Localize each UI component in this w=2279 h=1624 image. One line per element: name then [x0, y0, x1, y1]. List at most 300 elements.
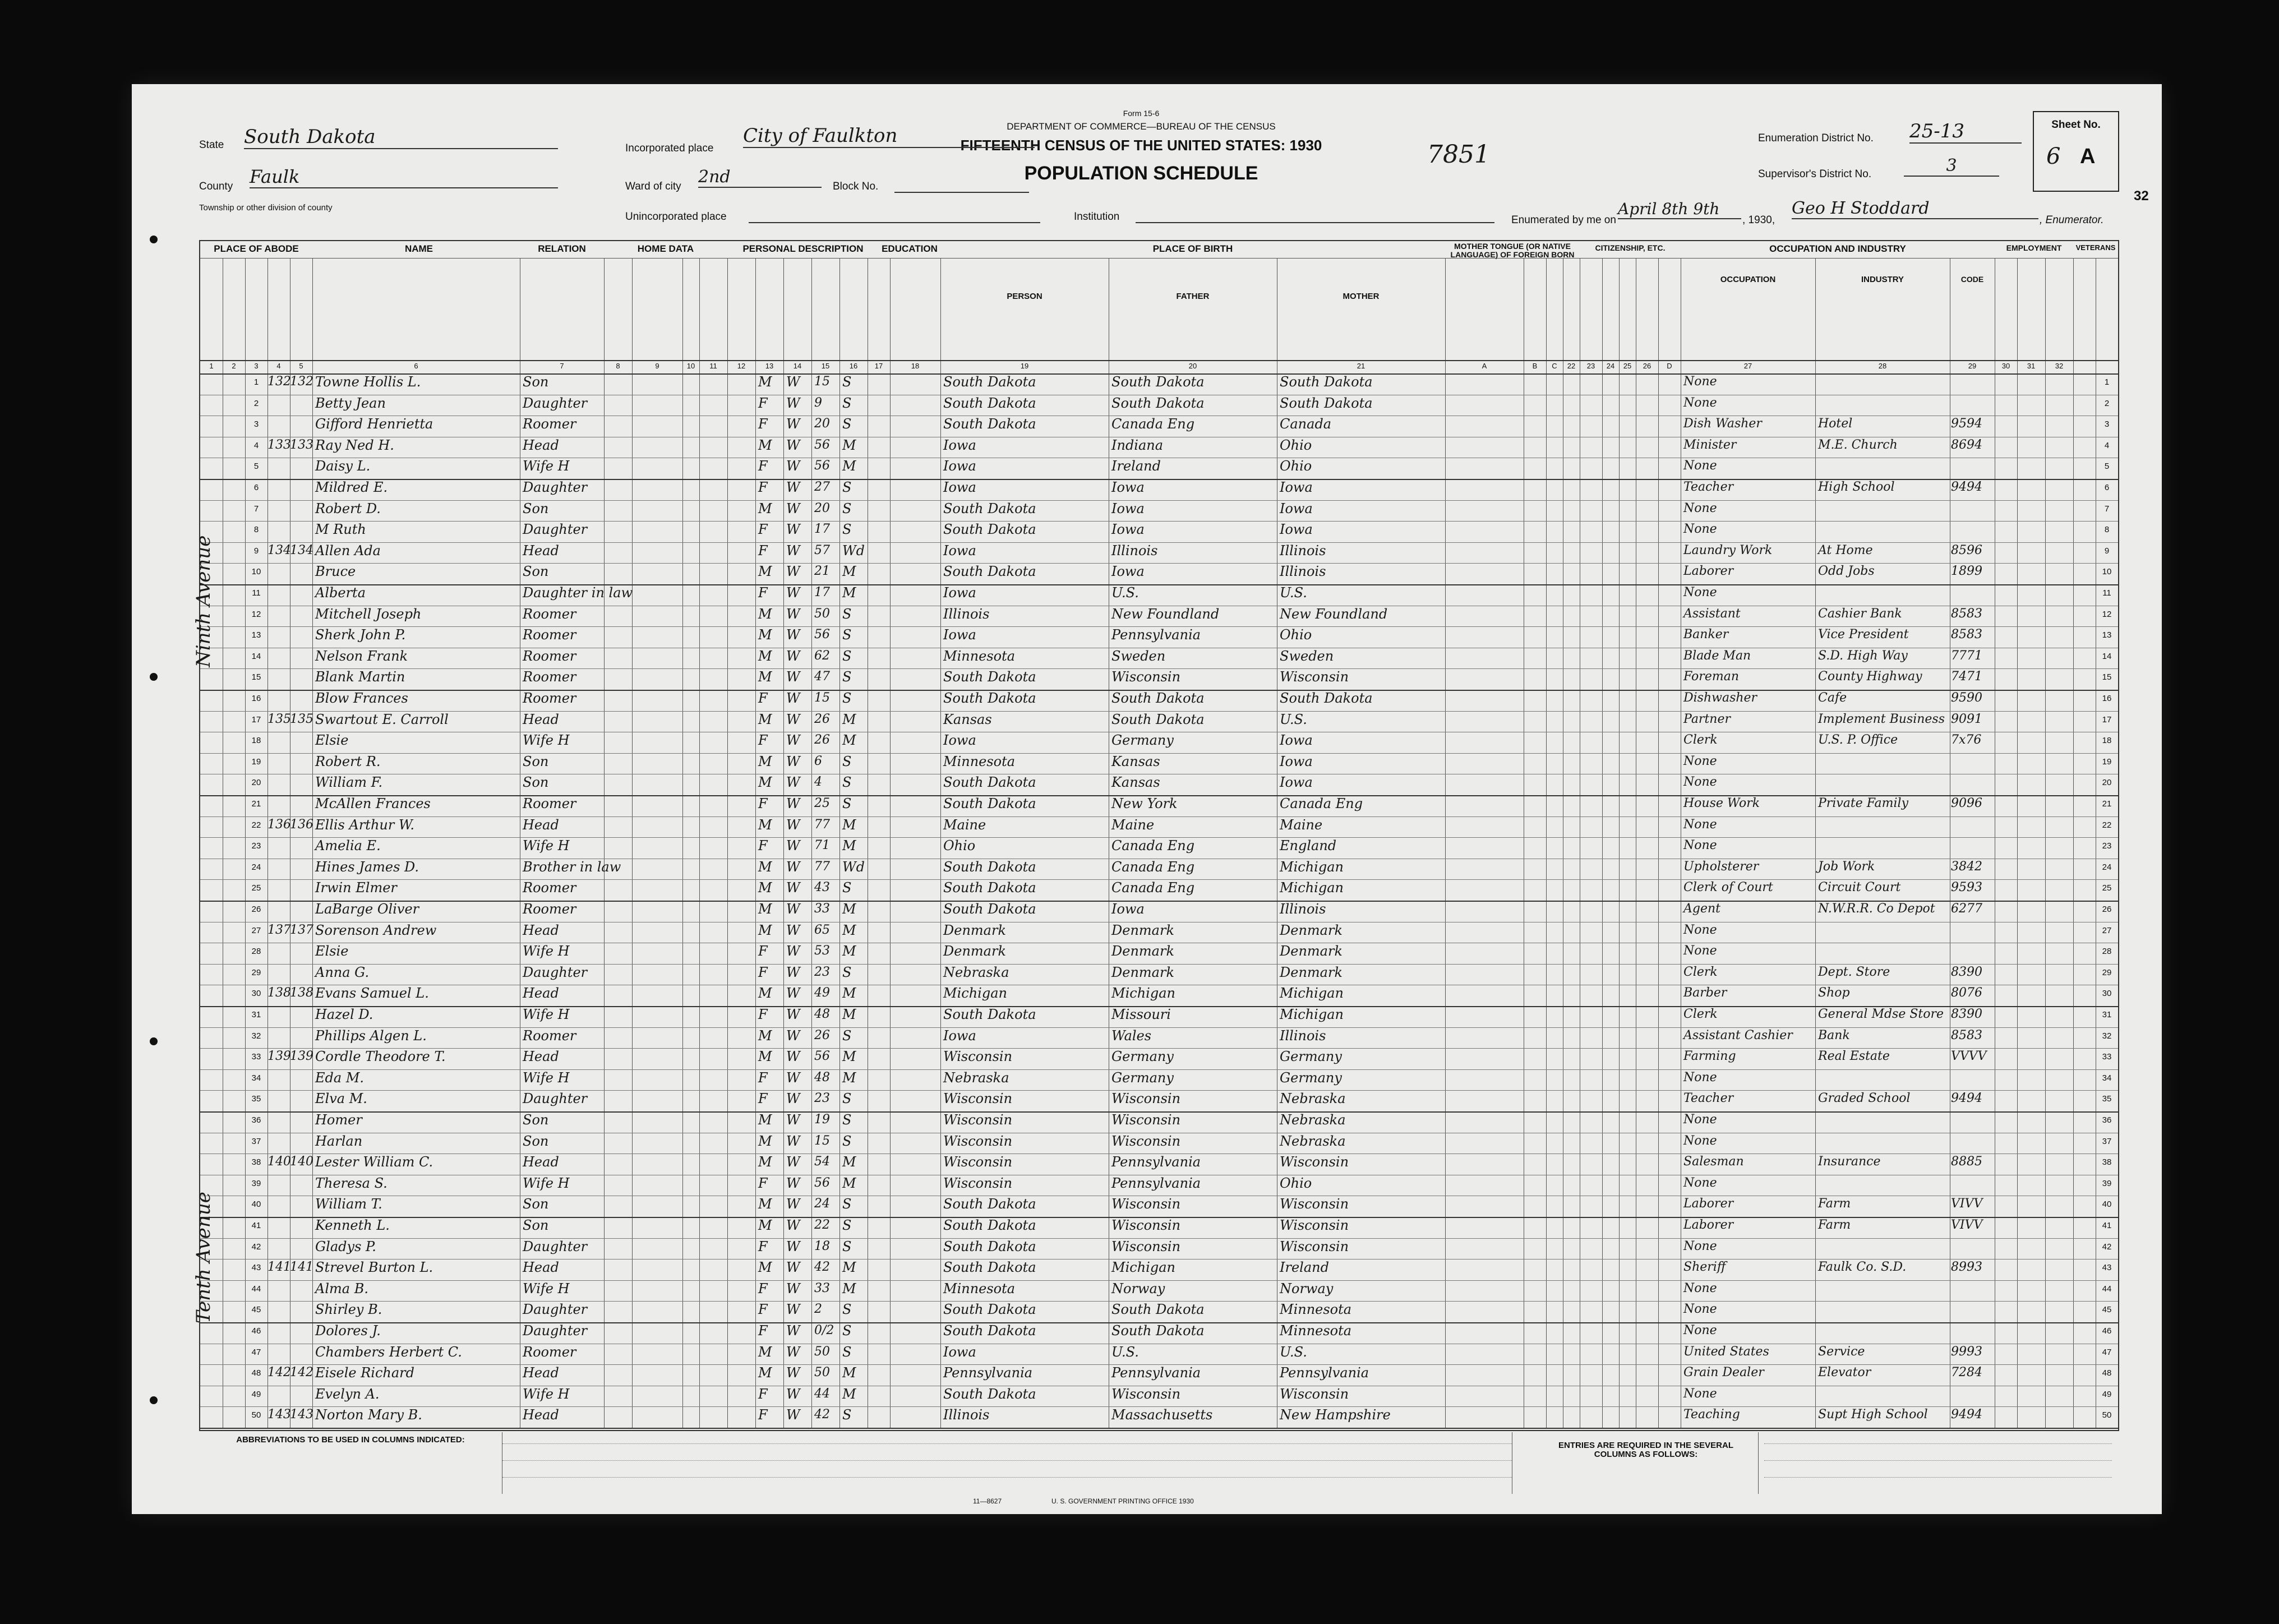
- birthplace-father: U.S.: [1111, 585, 1139, 601]
- unincorporated-line: [749, 222, 1040, 223]
- person-name: Gladys P.: [315, 1238, 376, 1254]
- industry: Bank: [1818, 1028, 1850, 1042]
- birthplace-person: Illinois: [943, 606, 990, 622]
- sex: M: [758, 1196, 772, 1212]
- birthplace-person: Minnesota: [943, 1280, 1016, 1297]
- race: W: [786, 416, 800, 432]
- relation: Daughter: [523, 1323, 588, 1339]
- sex: M: [758, 1365, 772, 1381]
- person-name: Phillips Algen L.: [315, 1027, 427, 1044]
- marital-status: S: [842, 374, 852, 390]
- birthplace-mother: Denmark: [1280, 964, 1343, 980]
- row-number: 40: [251, 1199, 261, 1210]
- person-name: Theresa S.: [315, 1175, 387, 1191]
- row-number: 47: [251, 1347, 261, 1357]
- age: 22: [814, 1218, 830, 1232]
- table-row: [200, 499, 2118, 520]
- age: 56: [814, 1175, 830, 1190]
- sex: M: [758, 859, 772, 875]
- sex: M: [758, 1154, 772, 1170]
- family-number: 132: [290, 375, 313, 389]
- age: 20: [814, 501, 830, 515]
- birthplace-mother: Norway: [1280, 1280, 1334, 1297]
- row-number: 3: [253, 419, 259, 430]
- form-code: 11—8627: [973, 1497, 1002, 1505]
- birthplace-mother: U.S.: [1280, 585, 1307, 601]
- person-name: Harlan: [315, 1133, 363, 1149]
- race: W: [786, 1386, 800, 1402]
- column-number: 29: [1968, 362, 1977, 370]
- person-name: McAllen Frances: [315, 796, 431, 811]
- age: 56: [814, 628, 830, 642]
- industry: High School: [1818, 480, 1895, 494]
- row-number: 50: [251, 1410, 261, 1420]
- row-number: 36: [251, 1115, 261, 1125]
- marital-status: S: [842, 690, 852, 706]
- marital-status: M: [842, 1386, 856, 1402]
- birthplace-father: U.S.: [1111, 1344, 1139, 1360]
- birthplace-father: Iowa: [1111, 901, 1145, 917]
- birthplace-mother: Ohio: [1280, 437, 1312, 453]
- birthplace-person: South Dakota: [943, 1259, 1036, 1276]
- birthplace-person: South Dakota: [943, 901, 1036, 917]
- birthplace-person: Pennsylvania: [943, 1365, 1033, 1381]
- age: 19: [814, 1113, 830, 1127]
- row-number: 39: [251, 1178, 261, 1188]
- column-number: 16: [849, 362, 858, 370]
- birthplace-father: Norway: [1111, 1280, 1165, 1297]
- family-number: 143: [290, 1408, 313, 1422]
- race: W: [786, 1259, 800, 1276]
- column-number: 24: [1606, 362, 1615, 370]
- birthplace-mother: Iowa: [1280, 753, 1313, 769]
- occupation-code: 8076: [1951, 986, 1982, 1000]
- occupation: Blade Man: [1683, 648, 1751, 663]
- census-title: FIFTEENTH CENSUS OF THE UNITED STATES: 1930: [960, 137, 1322, 154]
- hdr-father: FATHER: [1176, 292, 1210, 301]
- age: 24: [814, 1197, 830, 1211]
- row-number: 30: [2102, 989, 2112, 999]
- dwelling-number: 132: [267, 375, 291, 389]
- person-name: Irwin Elmer: [315, 880, 397, 896]
- race: W: [786, 1175, 800, 1191]
- race: W: [786, 964, 800, 980]
- age: 33: [814, 902, 830, 916]
- birthplace-father: Canada Eng: [1111, 880, 1195, 896]
- sheet-value: 6: [2046, 144, 2061, 169]
- abbrev-legend-block: [502, 1432, 1512, 1494]
- birthplace-mother: Michigan: [1280, 859, 1344, 875]
- person-name: Elsie: [315, 732, 349, 749]
- occupation-code: 9590: [1951, 691, 1982, 705]
- birthplace-mother: Ireland: [1280, 1259, 1329, 1276]
- relation: Head: [523, 985, 559, 1002]
- birthplace-father: Missouri: [1111, 1007, 1171, 1022]
- age: 44: [814, 1386, 830, 1401]
- birthplace-person: South Dakota: [943, 1238, 1036, 1254]
- marital-status: S: [842, 1196, 852, 1212]
- birthplace-father: Kansas: [1111, 753, 1160, 769]
- entries-title: ENTRIES ARE REQUIRED IN THE SEVERAL COLUMNS AS FOLLOWS:: [1558, 1441, 1733, 1459]
- birthplace-mother: Maine: [1280, 816, 1323, 833]
- row-number: 8: [253, 525, 259, 535]
- race: W: [786, 753, 800, 769]
- sex: M: [758, 1049, 772, 1065]
- marital-status: S: [842, 648, 852, 664]
- occupation-code: 8390: [1951, 965, 1982, 979]
- person-name: Mildred E.: [315, 479, 388, 495]
- occupation: Minister: [1683, 437, 1737, 452]
- sex: F: [758, 1007, 768, 1022]
- column-number: 10: [686, 362, 695, 370]
- occupation: Laborer: [1683, 1197, 1734, 1211]
- occupation-code: 8390: [1951, 1007, 1982, 1021]
- marital-status: M: [842, 437, 856, 453]
- relation: Head: [523, 711, 559, 727]
- person-name: Allen Ada: [315, 542, 381, 559]
- marital-status: S: [842, 1027, 852, 1044]
- row-number: 16: [251, 694, 261, 703]
- relation: Roomer: [523, 648, 576, 664]
- race: W: [786, 395, 800, 411]
- row-number: 10: [2102, 567, 2112, 577]
- industry: Graded School: [1818, 1091, 1911, 1106]
- marital-status: M: [842, 1049, 856, 1065]
- industry: Cashier Bank: [1818, 606, 1902, 621]
- marital-status: M: [842, 1259, 856, 1276]
- table-row: [200, 1026, 2118, 1048]
- birthplace-person: Iowa: [943, 437, 976, 453]
- age: 26: [814, 712, 830, 726]
- relation: Roomer: [523, 669, 576, 685]
- age: 50: [814, 1344, 830, 1359]
- family-number: 135: [290, 712, 313, 726]
- person-name: Homer: [315, 1112, 362, 1128]
- sex: F: [758, 1302, 768, 1318]
- row-number: 7: [253, 504, 259, 514]
- grid-line: [200, 360, 2118, 361]
- column-number: D: [1667, 362, 1672, 370]
- birthplace-mother: Iowa: [1280, 732, 1313, 749]
- race: W: [786, 648, 800, 664]
- table-row: [200, 1363, 2118, 1385]
- column-number: 5: [299, 362, 303, 370]
- birthplace-father: Wisconsin: [1111, 1091, 1181, 1107]
- occupation-code: 8694: [1951, 437, 1982, 452]
- row-number: 44: [251, 1284, 261, 1294]
- row-number: 33: [2102, 1052, 2112, 1062]
- occupation: None: [1683, 838, 1717, 853]
- occupation: None: [1683, 1386, 1717, 1401]
- race: W: [786, 479, 800, 495]
- occupation: None: [1683, 922, 1717, 937]
- table-row: [200, 647, 2118, 668]
- industry: Implement Business: [1818, 712, 1945, 726]
- birthplace-person: South Dakota: [943, 880, 1036, 896]
- birthplace-mother: England: [1280, 838, 1337, 854]
- occupation: Laborer: [1683, 564, 1734, 579]
- table-row: [200, 1216, 2118, 1237]
- industry: Shop: [1818, 986, 1850, 1000]
- relation: Son: [523, 774, 549, 791]
- occupation-code: 8596: [1951, 543, 1982, 557]
- occupation-code: 9096: [1951, 796, 1982, 810]
- marital-status: S: [842, 753, 852, 769]
- marital-status: S: [842, 606, 852, 622]
- relation: Wife H: [523, 732, 570, 749]
- race: W: [786, 943, 800, 959]
- row-number: 1: [253, 377, 259, 387]
- sex: F: [758, 479, 768, 495]
- person-name: Ellis Arthur W.: [315, 816, 415, 833]
- table-row: [200, 562, 2118, 583]
- row-number: 27: [2102, 925, 2112, 935]
- race: W: [786, 901, 800, 917]
- marital-status: M: [842, 1365, 856, 1381]
- person-name: Eda M.: [315, 1069, 365, 1086]
- occupation: None: [1683, 1323, 1717, 1337]
- birthplace-person: South Dakota: [943, 522, 1036, 538]
- dwelling-number: 138: [267, 986, 291, 1000]
- birthplace-mother: Denmark: [1280, 943, 1343, 959]
- birthplace-father: Wisconsin: [1111, 1238, 1181, 1254]
- age: 54: [814, 1155, 830, 1169]
- birthplace-person: Iowa: [943, 542, 976, 559]
- sex: M: [758, 1217, 772, 1233]
- occupation: Grain Dealer: [1683, 1365, 1764, 1380]
- occupation: Clerk of Court: [1683, 880, 1773, 895]
- row-number: 2: [2104, 398, 2110, 408]
- race: W: [786, 1069, 800, 1086]
- birthplace-person: South Dakota: [943, 374, 1036, 390]
- relation: Roomer: [523, 901, 576, 917]
- age: 6: [814, 754, 822, 768]
- occupation-code: 1899: [1951, 564, 1982, 579]
- person-name: Sorenson Andrew: [315, 922, 437, 938]
- table-row: [200, 752, 2118, 773]
- birthplace-person: South Dakota: [943, 796, 1036, 811]
- census-sheet: [132, 84, 2162, 1514]
- age: 53: [814, 944, 830, 958]
- column-number: 27: [1743, 362, 1752, 370]
- person-name: Betty Jean: [315, 395, 386, 411]
- birthplace-mother: South Dakota: [1280, 690, 1373, 706]
- race: W: [786, 1407, 800, 1423]
- race: W: [786, 1280, 800, 1297]
- age: 65: [814, 922, 830, 937]
- table-row: [200, 1005, 2118, 1026]
- table-row: [200, 625, 2118, 647]
- enumerated-date: April 8th 9th: [1618, 200, 1741, 219]
- marital-status: Wd: [842, 542, 865, 559]
- row-number: 50: [2102, 1410, 2112, 1420]
- marital-status: S: [842, 522, 852, 538]
- birthplace-mother: Nebraska: [1280, 1091, 1346, 1107]
- row-number: 46: [251, 1326, 261, 1336]
- age: 57: [814, 543, 830, 557]
- age: 77: [814, 859, 830, 874]
- table-row: [200, 667, 2118, 689]
- race: W: [786, 922, 800, 938]
- dwelling-number: 133: [267, 437, 291, 452]
- table-row: [200, 541, 2118, 562]
- race: W: [786, 816, 800, 833]
- column-number: 14: [793, 362, 802, 370]
- marital-status: S: [842, 500, 852, 516]
- row-number: 19: [251, 756, 261, 767]
- occupation-code: 8583: [1951, 606, 1982, 621]
- person-name: M Ruth: [315, 522, 366, 538]
- person-name: Towne Hollis L.: [315, 374, 421, 390]
- occupation-code: 9993: [1951, 1344, 1982, 1359]
- birthplace-mother: Ohio: [1280, 627, 1312, 643]
- person-name: Dolores J.: [315, 1323, 381, 1339]
- relation: Head: [523, 437, 559, 453]
- marital-status: M: [842, 816, 856, 833]
- sex: M: [758, 711, 772, 727]
- block-line: [894, 192, 1029, 193]
- row-number: 20: [251, 778, 261, 788]
- row-number: 24: [251, 862, 261, 872]
- relation: Wife H: [523, 1386, 570, 1402]
- birthplace-person: South Dakota: [943, 1302, 1036, 1318]
- schedule-title: POPULATION SCHEDULE: [1024, 163, 1258, 184]
- column-number: 8: [616, 362, 620, 370]
- birthplace-person: Kansas: [943, 711, 992, 727]
- birthplace-person: Ohio: [943, 838, 976, 854]
- column-number: 12: [737, 362, 746, 370]
- relation: Head: [523, 1049, 559, 1065]
- relation: Daughter: [523, 964, 588, 980]
- person-name: Anna G.: [315, 964, 370, 980]
- birthplace-person: South Dakota: [943, 1386, 1036, 1402]
- birthplace-mother: Illinois: [1280, 1027, 1326, 1044]
- race: W: [786, 1007, 800, 1022]
- row-number: 43: [2102, 1263, 2112, 1273]
- age: 48: [814, 1007, 830, 1021]
- marital-status: M: [842, 458, 856, 474]
- person-name: Cordle Theodore T.: [315, 1049, 446, 1065]
- row-number: 21: [251, 799, 261, 809]
- sex: M: [758, 627, 772, 643]
- table-row: [200, 689, 2118, 710]
- person-name: Evans Samuel L.: [315, 985, 429, 1002]
- row-number: 12: [2102, 609, 2112, 619]
- hdr-employment: EMPLOYMENT: [2006, 243, 2062, 252]
- birthplace-father: South Dakota: [1111, 395, 1205, 411]
- person-name: Norton Mary B.: [315, 1407, 422, 1423]
- birthplace-mother: Wisconsin: [1280, 1217, 1349, 1233]
- birthplace-father: South Dakota: [1111, 1302, 1205, 1318]
- occupation: Laundry Work: [1683, 543, 1773, 557]
- birthplace-person: Iowa: [943, 479, 976, 495]
- column-number: 21: [1357, 362, 1365, 370]
- row-number: 28: [251, 947, 261, 957]
- sex: M: [758, 753, 772, 769]
- county-label: County: [199, 181, 233, 192]
- birthplace-person: Wisconsin: [943, 1175, 1013, 1191]
- table-row: [200, 1300, 2118, 1321]
- occupation: None: [1683, 1281, 1717, 1295]
- occupation: None: [1683, 395, 1717, 410]
- row-number: 35: [2102, 1094, 2112, 1104]
- table-row: [200, 1342, 2118, 1364]
- birthplace-father: South Dakota: [1111, 374, 1205, 390]
- occupation: Agent: [1683, 902, 1720, 916]
- age: 42: [814, 1408, 830, 1422]
- table-row: [200, 1089, 2118, 1110]
- ed-label: Enumeration District No.: [1758, 132, 1874, 144]
- birthplace-person: Denmark: [943, 943, 1006, 959]
- birthplace-mother: Sweden: [1280, 648, 1334, 664]
- row-number: 48: [251, 1368, 261, 1378]
- row-number: 15: [251, 672, 261, 682]
- sex: F: [758, 585, 768, 601]
- occupation: Barber: [1683, 986, 1727, 1000]
- birthplace-person: South Dakota: [943, 774, 1036, 791]
- table-row: [200, 1279, 2118, 1300]
- relation: Roomer: [523, 796, 576, 811]
- row-number: 37: [2102, 1136, 2112, 1146]
- row-number: 29: [251, 967, 261, 977]
- row-number: 35: [251, 1094, 261, 1104]
- occupation: None: [1683, 375, 1717, 389]
- age: 50: [814, 1365, 830, 1380]
- table-row: [200, 1132, 2118, 1153]
- birthplace-person: Denmark: [943, 922, 1006, 938]
- birthplace-father: Pennsylvania: [1111, 1154, 1201, 1170]
- row-number: 31: [2102, 1010, 2112, 1019]
- occupation: United States: [1683, 1344, 1769, 1359]
- occupation: None: [1683, 1133, 1717, 1148]
- industry: Faulk Co. S.D.: [1818, 1260, 1907, 1275]
- marital-status: S: [842, 1217, 852, 1233]
- table-row: [200, 1405, 2118, 1427]
- birthplace-mother: Germany: [1280, 1069, 1342, 1086]
- birthplace-mother: Michigan: [1280, 985, 1344, 1002]
- birthplace-person: Wisconsin: [943, 1049, 1013, 1065]
- township-label: Township or other division of county: [199, 203, 333, 213]
- row-number: 6: [253, 483, 259, 492]
- column-number: 11: [709, 362, 717, 370]
- person-name: Elva M.: [315, 1091, 367, 1107]
- sex: M: [758, 374, 772, 390]
- person-name: Alberta: [315, 585, 366, 601]
- race: W: [786, 1302, 800, 1318]
- occupation: Banker: [1683, 628, 1729, 642]
- birthplace-person: Iowa: [943, 585, 976, 601]
- age: 15: [814, 691, 830, 705]
- row-number: 2: [253, 398, 259, 408]
- birthplace-person: South Dakota: [943, 1217, 1036, 1233]
- row-number: 42: [251, 1242, 261, 1252]
- row-number: 11: [2102, 588, 2111, 598]
- age: 23: [814, 1091, 830, 1106]
- relation: Son: [523, 753, 549, 769]
- sex: F: [758, 1407, 768, 1423]
- enumerated-label: Enumerated by me on: [1511, 214, 1616, 226]
- birthplace-person: Nebraska: [943, 1069, 1009, 1086]
- birthplace-father: Wales: [1111, 1027, 1152, 1044]
- birthplace-mother: Pennsylvania: [1280, 1365, 1369, 1381]
- block-label: Block No.: [833, 181, 879, 192]
- grid-line: [200, 258, 2118, 259]
- occupation: Sheriff: [1683, 1260, 1726, 1275]
- row-number: 40: [2102, 1199, 2112, 1210]
- birthplace-mother: Germany: [1280, 1049, 1342, 1065]
- table-row: [200, 372, 2118, 394]
- birthplace-mother: Minnesota: [1280, 1302, 1352, 1318]
